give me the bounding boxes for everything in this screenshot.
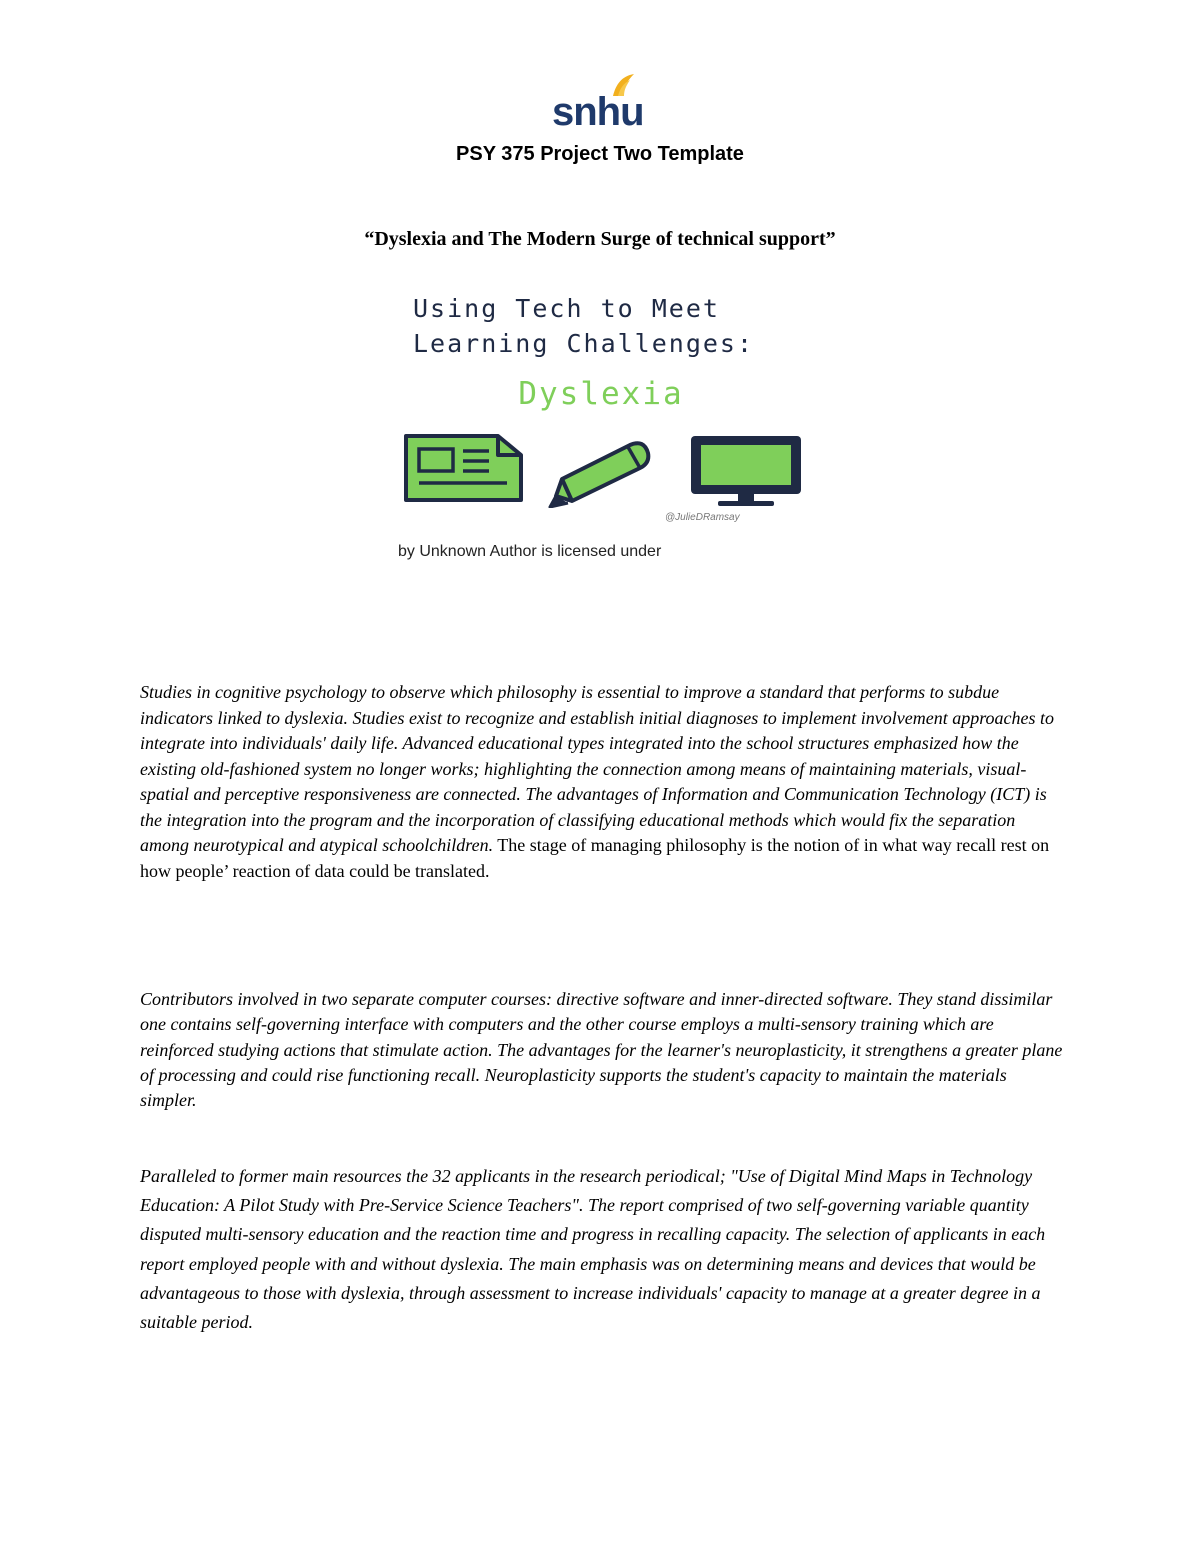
snhu-logo — [552, 72, 642, 134]
pencil-icon — [550, 443, 648, 507]
image-heading-line1: Using Tech to Meet — [413, 294, 720, 323]
paragraph-3-text: Paralleled to former main resources the 32 applicants in the research periodical; "Use of Digital Mind Maps in Technology Education: A Pilot Study with Pre-Service Science Teachers". The report comprised of two self-governing variable quantity disputed multi-sensory education and the reaction time and progress in recalling capacity. The selection of applicants in each report employed people with and without dyslexia. The main emphasis was on determining means and devices that would be advantageous to those with dyslexia, through assessment to increase individuals' capacity to manage at a greater degree in a suitable period. — [140, 1166, 1046, 1333]
image-heading-line2: Learning Challenges: — [413, 329, 755, 358]
paragraph-2 — [140, 987, 1065, 1113]
image-credit: @JulieDRamsay — [665, 512, 740, 523]
document-subtitle: “Dyslexia and The Modern Surge of technical support” — [364, 228, 836, 250]
document-title: PSY 375 Project Two Template — [456, 143, 744, 165]
image-caption: by Unknown Author is licensed under — [398, 543, 662, 560]
paragraph-1-normal: The stage of managing philosophy is the notion of in what way recall rest on how people’ reaction of data could be translated. — [140, 835, 1050, 881]
paragraph-1 — [140, 680, 1065, 884]
paragraph-1-italic: Studies in cognitive psychology to observe which philosophy is essential to improve a standard that performs to subdue indicators linked to dyslexia. Studies exist to recognize and establish initial diagnoses to implement involvement approaches to integrate into individuals' daily life. Advanced educational types integrated into the school structures emphasized how the existing old-fashioned system no longer works; highlighting the connection among means of maintaining materials, visual-spatial and perceptive responsiveness are connected. The advantages of Information and Communication Technology (ICT) is the integration into the program and the incorporation of classifying educational methods which would fix the separation among neurotypical and atypical schoolchildren. — [140, 682, 1055, 855]
dyslexia-tech-image — [395, 288, 807, 533]
monitor-icon — [691, 436, 801, 506]
document-icon — [406, 436, 521, 500]
logo-text: snhu — [552, 90, 644, 134]
paragraph-3 — [140, 1162, 1065, 1337]
image-word-dyslexia: Dyslexia — [518, 376, 684, 412]
image-icons — [403, 433, 803, 508]
paragraph-2-text: Contributors involved in two separate computer courses: directive software and inner-directed software. They stand dissimilar one contains self-governing interface with computers and the other course employs a multi-sensory training which are reinforced studying actions that stimulate action. The advantages for the learner's neuroplasticity, it strengthens a greater plane of processing and could rise functioning recall. Neuroplasticity supports the student's capacity to maintain the materials simpler. — [140, 989, 1063, 1111]
